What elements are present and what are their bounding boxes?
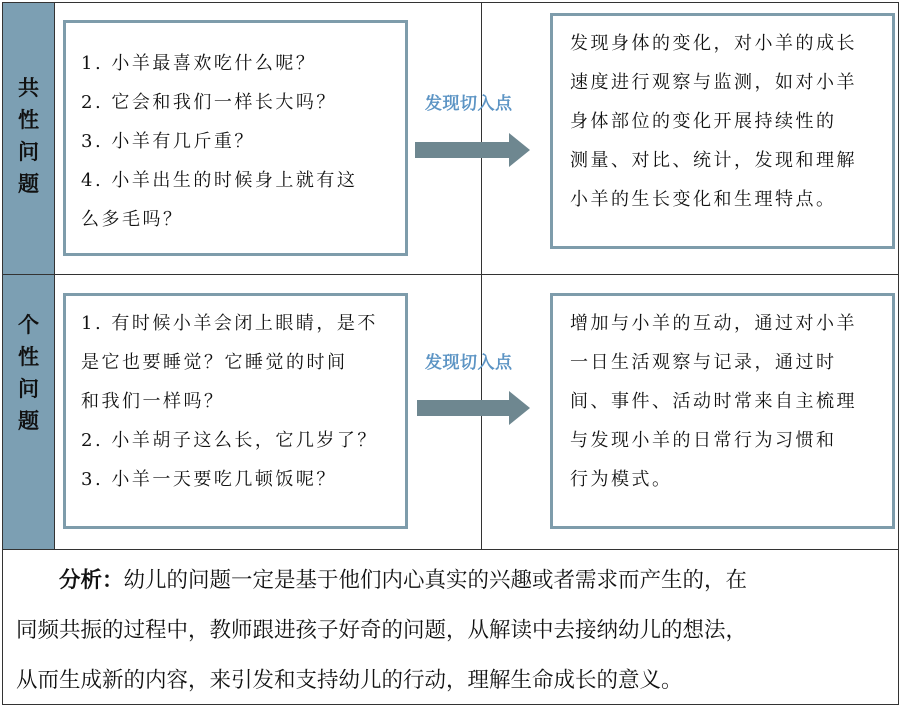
row1-arrow-icon [415,133,531,167]
analysis-paragraph [16,556,894,706]
result-line: 小羊的生长变化和生理特点。 [570,189,837,210]
result-line: 增加与小羊的互动，通过对小羊 [570,313,857,334]
analysis-line: 从而生成新的内容，来引发和支持幼儿的行动，理解生命成长的意义。 [16,668,683,693]
question-line: 2. 小羊胡子这么长，它几岁了？ [81,430,378,451]
analysis-heading: 分析： [59,568,124,593]
question-line: 3. 小羊有几斤重？ [81,131,255,152]
result-line: 一日生活观察与记录，通过时 [570,352,837,373]
side-divider [54,3,55,549]
result-line: 与发现小羊的日常行为习惯和 [570,430,837,451]
question-line: 2. 它会和我们一样长大吗？ [81,92,337,113]
result-line: 行为模式。 [570,469,673,490]
question-line: 1. 有时候小羊会闭上眼睛，是不 [81,313,378,334]
analysis-line: 幼儿的问题一定是基于他们内心真实的兴趣或者需求而产生的，在 [123,568,748,593]
row1-result [570,24,857,219]
question-line: 1. 小羊最喜欢吃什么呢？ [81,53,317,74]
question-line: 3. 小羊一天要吃几顿饭呢？ [81,469,337,490]
row2-arrow-icon [417,391,531,425]
analysis-line: 同频共振的过程中，教师跟进孩子好奇的问题，从解读中去接纳幼儿的想法， [16,618,748,643]
row2-arrow-label: 发现切入点 [425,353,513,373]
result-line: 测量、对比、统计，发现和理解 [570,150,857,171]
row2-label: 个 性 问 题 [18,312,39,433]
row1-arrow-label: 发现切入点 [425,94,513,114]
result-line: 身体部位的变化开展持续性的 [570,111,837,132]
row1-label: 共 性 问 题 [18,75,39,196]
row2-result [570,304,857,499]
result-line: 速度进行观察与监测，如对小羊 [570,72,857,93]
center-divider [481,3,482,549]
row2-questions [81,304,378,499]
question-line: 是它也要睡觉？它睡觉的时间 [81,352,348,373]
result-line: 间、事件、活动时常来自主梳理 [570,391,857,412]
result-line: 发现身体的变化，对小羊的成长 [570,33,857,54]
row-divider [3,274,898,275]
question-line: 4. 小羊出生的时候身上就有这 [81,170,358,191]
analysis-divider [3,549,898,550]
row1-questions [81,44,357,239]
question-line: 和我们一样吗？ [81,391,225,412]
question-line: 么多毛吗？ [81,209,184,230]
